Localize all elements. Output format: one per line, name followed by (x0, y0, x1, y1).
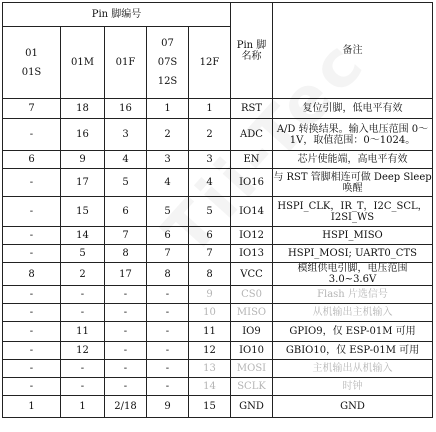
pin-07-cell: 1 (147, 99, 189, 119)
pin-12f-cell: 2 (189, 119, 231, 151)
remark-cell: HSPI_CLK，IR_T，I2C_SCL，I2SI_WS (273, 197, 433, 227)
remark-cell: 时钟 (273, 378, 433, 396)
pin-07-cell: 8 (147, 263, 189, 286)
remark-cell: GPIO9，仅 ESP-01M 可用 (273, 322, 433, 342)
remark-cell: A/D 转换结果。输入电压范围 0～1V，取值范围：0～1024。 (273, 119, 433, 151)
col-01f-header: 01F (105, 27, 147, 99)
pin-01f-cell: 17 (105, 263, 147, 286)
pin-01f-cell: - (105, 286, 147, 304)
pin-01m-cell: 12 (61, 342, 105, 360)
pin-name-cell: IO16 (231, 169, 273, 197)
pin-01m-cell: 17 (61, 169, 105, 197)
table-row (3, 151, 433, 169)
pin-name-cell: CS0 (231, 286, 273, 304)
pin-12f-cell: 4 (189, 169, 231, 197)
pin-07-cell: 4 (147, 169, 189, 197)
pin-01-cell: - (3, 342, 61, 360)
pin-01-cell: - (3, 304, 61, 322)
pin-07-cell: - (147, 304, 189, 322)
pin-01f-cell: 2/18 (105, 396, 147, 418)
remark-cell: HSPI_MOSI; UART0_CTS (273, 245, 433, 263)
pin-name-cell: SCLK (231, 378, 273, 396)
pin-01f-cell: 6 (105, 197, 147, 227)
pin-12f-cell: 8 (189, 263, 231, 286)
pin-01-cell: - (3, 360, 61, 378)
pin-01m-cell: 15 (61, 197, 105, 227)
pin-12f-cell: 6 (189, 227, 231, 245)
pin-01m-cell: 9 (61, 151, 105, 169)
table-row (3, 169, 433, 197)
pin-01-cell: - (3, 378, 61, 396)
pin-07-cell: 3 (147, 151, 189, 169)
pin-name-cell: ADC (231, 119, 273, 151)
pin-01m-cell: 16 (61, 119, 105, 151)
pin-01m-cell: 14 (61, 227, 105, 245)
pin-12f-cell: 14 (189, 378, 231, 396)
remark-cell: HSPI_MISO (273, 227, 433, 245)
pin-12f-cell: 9 (189, 286, 231, 304)
pin-name-cell: RST (231, 99, 273, 119)
pin-07-cell: - (147, 286, 189, 304)
pin-12f-cell: 15 (189, 396, 231, 418)
pin-01f-cell: 4 (105, 151, 147, 169)
remark-cell: GBIO10，仅 ESP-01M 可用 (273, 342, 433, 360)
pin-01-cell: 1 (3, 396, 61, 418)
pin-name-cell: MISO (231, 304, 273, 322)
table-row (3, 322, 433, 342)
pin-07-cell: 5 (147, 197, 189, 227)
pin-01m-cell: - (61, 378, 105, 396)
pin-01f-cell: - (105, 342, 147, 360)
pin-01-cell: - (3, 245, 61, 263)
pin-07-cell: - (147, 360, 189, 378)
table-row (3, 304, 433, 322)
pin-01-cell: 8 (3, 263, 61, 286)
pin-name-cell: IO9 (231, 322, 273, 342)
pin-01-cell: 7 (3, 99, 61, 119)
remark-header: 备注 (273, 3, 433, 99)
pin-name-cell: IO10 (231, 342, 273, 360)
table-row (3, 99, 433, 119)
pin-01f-cell: - (105, 378, 147, 396)
pin-01-cell: - (3, 227, 61, 245)
col-01-header: 01 01S (3, 27, 61, 99)
pin-01f-cell: - (105, 322, 147, 342)
pin-definition-table (2, 2, 433, 418)
pin-01f-cell: 16 (105, 99, 147, 119)
pin-12f-cell: 12 (189, 342, 231, 360)
pin-01f-cell: 5 (105, 169, 147, 197)
pin-12f-cell: 7 (189, 245, 231, 263)
pin-01-cell: - (3, 322, 61, 342)
table-row (3, 286, 433, 304)
pin-07-cell: - (147, 322, 189, 342)
pin-01f-cell: - (105, 360, 147, 378)
remark-cell: 复位引脚，低电平有效 (273, 99, 433, 119)
pin-name-cell: IO13 (231, 245, 273, 263)
remark-cell: GND (273, 396, 433, 418)
remark-cell: 与 RST 管脚相连可做 Deep Sleep 唤醒 (273, 169, 433, 197)
pin-table-body (3, 99, 433, 418)
pin-12f-cell: 3 (189, 151, 231, 169)
pin-01m-cell: 11 (61, 322, 105, 342)
pin-07-cell: 6 (147, 227, 189, 245)
pin-01f-cell: 7 (105, 227, 147, 245)
table-row (3, 396, 433, 418)
pin-name-cell: EN (231, 151, 273, 169)
pin-12f-cell: 11 (189, 322, 231, 342)
pin-07-cell: 7 (147, 245, 189, 263)
remark-cell: Flash 片选信号 (273, 286, 433, 304)
pin-name-cell: MOSI (231, 360, 273, 378)
pin-name-cell: IO12 (231, 227, 273, 245)
pin-12f-cell: 5 (189, 197, 231, 227)
table-row (3, 378, 433, 396)
table-row (3, 197, 433, 227)
table-row (3, 119, 433, 151)
pin-07-cell: - (147, 342, 189, 360)
pin-01f-cell: - (105, 304, 147, 322)
pin-01m-cell: - (61, 360, 105, 378)
table-row (3, 360, 433, 378)
pin-01m-cell: - (61, 286, 105, 304)
pin-name-header: Pin 脚 名称 (231, 3, 273, 99)
pin-01f-cell: 3 (105, 119, 147, 151)
pin-01-cell: - (3, 169, 61, 197)
pin-01m-cell: 5 (61, 245, 105, 263)
remark-cell: 主机输出从机输入 (273, 360, 433, 378)
pin-12f-cell: 13 (189, 360, 231, 378)
table-row (3, 227, 433, 245)
pin-name-cell: VCC (231, 263, 273, 286)
remark-cell: 从机输出主机输入 (273, 304, 433, 322)
table-row (3, 342, 433, 360)
pin-01-cell: - (3, 286, 61, 304)
pin-12f-cell: 10 (189, 304, 231, 322)
pin-name-cell: IO14 (231, 197, 273, 227)
pin-01-cell: 6 (3, 151, 61, 169)
pin-name-cell: GND (231, 396, 273, 418)
pin-12f-cell: 1 (189, 99, 231, 119)
pin-01m-cell: 2 (61, 263, 105, 286)
col-01m-header: 01M (61, 27, 105, 99)
pin-01-cell: - (3, 197, 61, 227)
table-row (3, 263, 433, 286)
pin-01m-cell: 1 (61, 396, 105, 418)
pin-01-cell: - (3, 119, 61, 151)
remark-cell: 模组供电引脚，电压范围 3.0~3.6V (273, 263, 433, 286)
col-12f-header: 12F (189, 27, 231, 99)
pin-07-cell: - (147, 378, 189, 396)
pin-number-group-header: Pin 脚编号 (3, 3, 231, 27)
pin-07-cell: 9 (147, 396, 189, 418)
pin-07-cell: 2 (147, 119, 189, 151)
pin-01f-cell: 8 (105, 245, 147, 263)
pin-01m-cell: - (61, 304, 105, 322)
col-07-header: 07 07S 12S (147, 27, 189, 99)
table-row (3, 245, 433, 263)
pin-01m-cell: 18 (61, 99, 105, 119)
remark-cell: 芯片使能端，高电平有效 (273, 151, 433, 169)
